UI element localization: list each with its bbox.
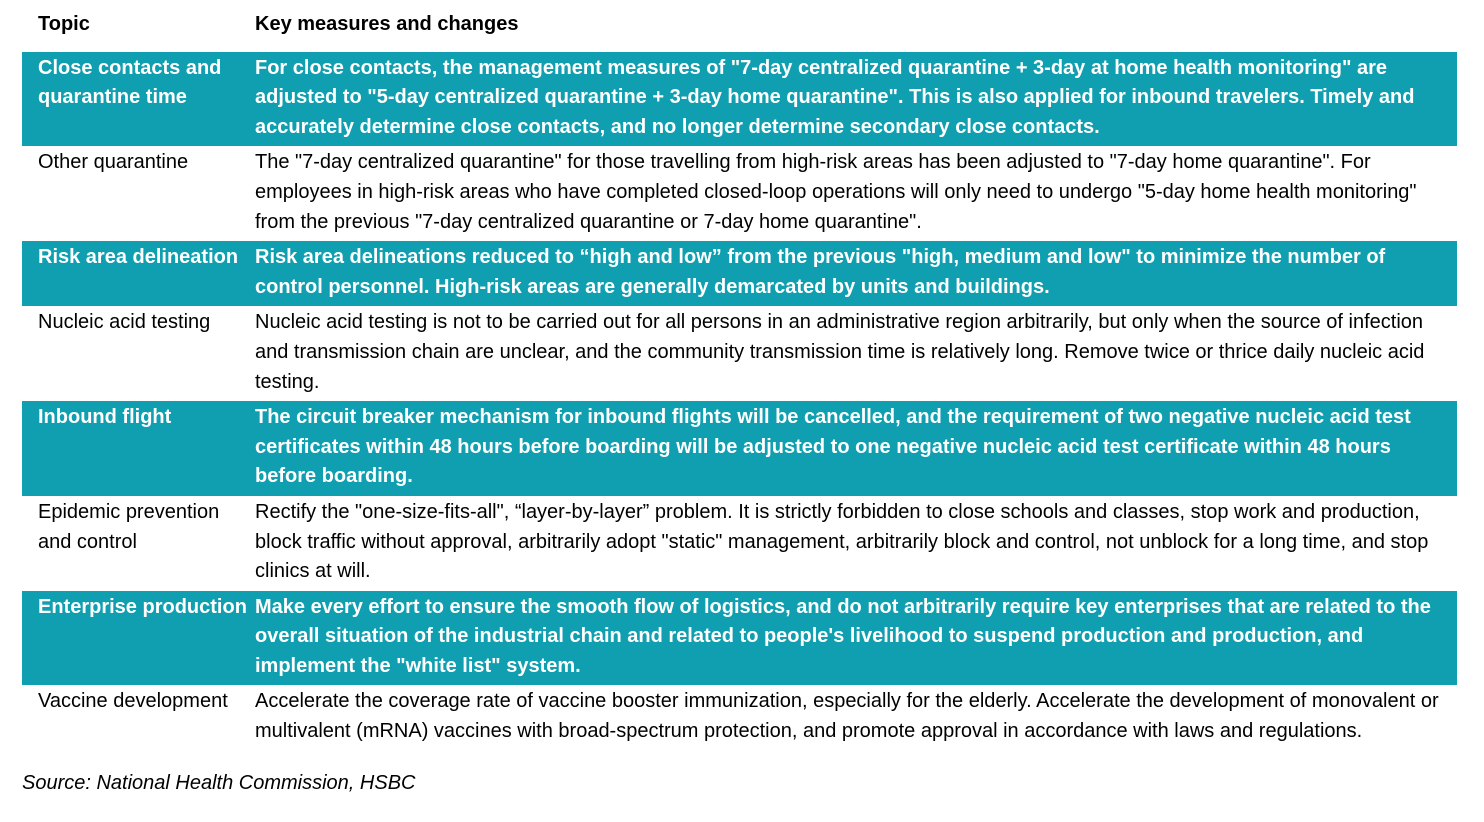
row-topic: Enterprise production — [38, 595, 247, 618]
table-header — [22, 0, 1457, 52]
row-topic: Epidemic prevention and control — [38, 500, 220, 553]
table-row — [22, 685, 1457, 750]
table-row — [22, 146, 1457, 241]
row-topic: Inbound flight — [38, 406, 172, 429]
row-topic: Vaccine development — [38, 690, 228, 713]
row-text: Accelerate the coverage rate of vaccine booster immunization, especially for the elderly. Accelerate the development of monovalent or multivalent (mRNA) vaccines with broad-spectrum protection, and promote approval in accordance with laws and regulations. — [255, 690, 1439, 743]
table-row — [22, 52, 1457, 147]
header-topic: Topic — [38, 13, 90, 35]
row-text: Rectify the "one-size-fits-all", “layer-by-layer” problem. It is strictly forbidden to close schools and classes, stop work and production, block traffic without approval, arbitrarily adopt "static" management, arbitrarily block and control, not unblock for a long time, and stop clinics at will. — [255, 500, 1429, 583]
table-row — [22, 306, 1457, 401]
row-topic: Close contacts and quarantine time — [38, 56, 222, 109]
source-note: Source: National Health Commission, HSBC — [22, 772, 416, 794]
row-text: Nucleic acid testing is not to be carried out for all persons in an administrative region arbitrarily, but only when the source of infection and transmission chain are unclear, and the community transmission time is relatively long. Remove twice or thrice daily nucleic acid testing. — [255, 311, 1425, 393]
measures-table — [22, 0, 1457, 751]
table-row — [22, 241, 1457, 306]
header-measures: Key measures and changes — [255, 13, 519, 35]
row-text: Make every effort to ensure the smooth flow of logistics, and do not arbitrarily require key enterprises that are related to the overall situation of the industrial chain and related to people's livelihood to suspend production and production, and implement the "white list" system. — [255, 595, 1431, 677]
row-text: The circuit breaker mechanism for inbound flights will be cancelled, and the requirement of two negative nucleic acid test certificates within 48 hours before boarding will be adjusted to one negative nucleic acid test certificate within 48 hours before boarding. — [255, 406, 1411, 488]
table-row — [22, 496, 1457, 591]
row-topic: Other quarantine — [38, 151, 189, 174]
row-text: Risk area delineations reduced to “high and low” from the previous "high, medium and low" to minimize the number of control personnel. High-risk areas are generally demarcated by units and buildings. — [255, 246, 1386, 298]
row-text: For close contacts, the management measures of "7-day centralized quarantine + 3-day at home health monitoring" are adjusted to "5-day centralized quarantine + 3-day home quarantine". This is also applied for inbound travelers. Timely and accurately determine close contacts, and no longer determine secondary close contacts. — [255, 56, 1415, 138]
table-row — [22, 591, 1457, 686]
table-row — [22, 401, 1457, 496]
row-text: The "7-day centralized quarantine" for those travelling from high-risk areas has been adjusted to "7-day home quarantine". For employees in high-risk areas who have completed closed-loop operations will only need to undergo "5-day home health monitoring" from the previous "7-day centralized quarantine or 7-day home quarantine". — [255, 151, 1417, 233]
row-topic: Risk area delineation — [38, 246, 239, 269]
row-topic: Nucleic acid testing — [38, 311, 211, 334]
